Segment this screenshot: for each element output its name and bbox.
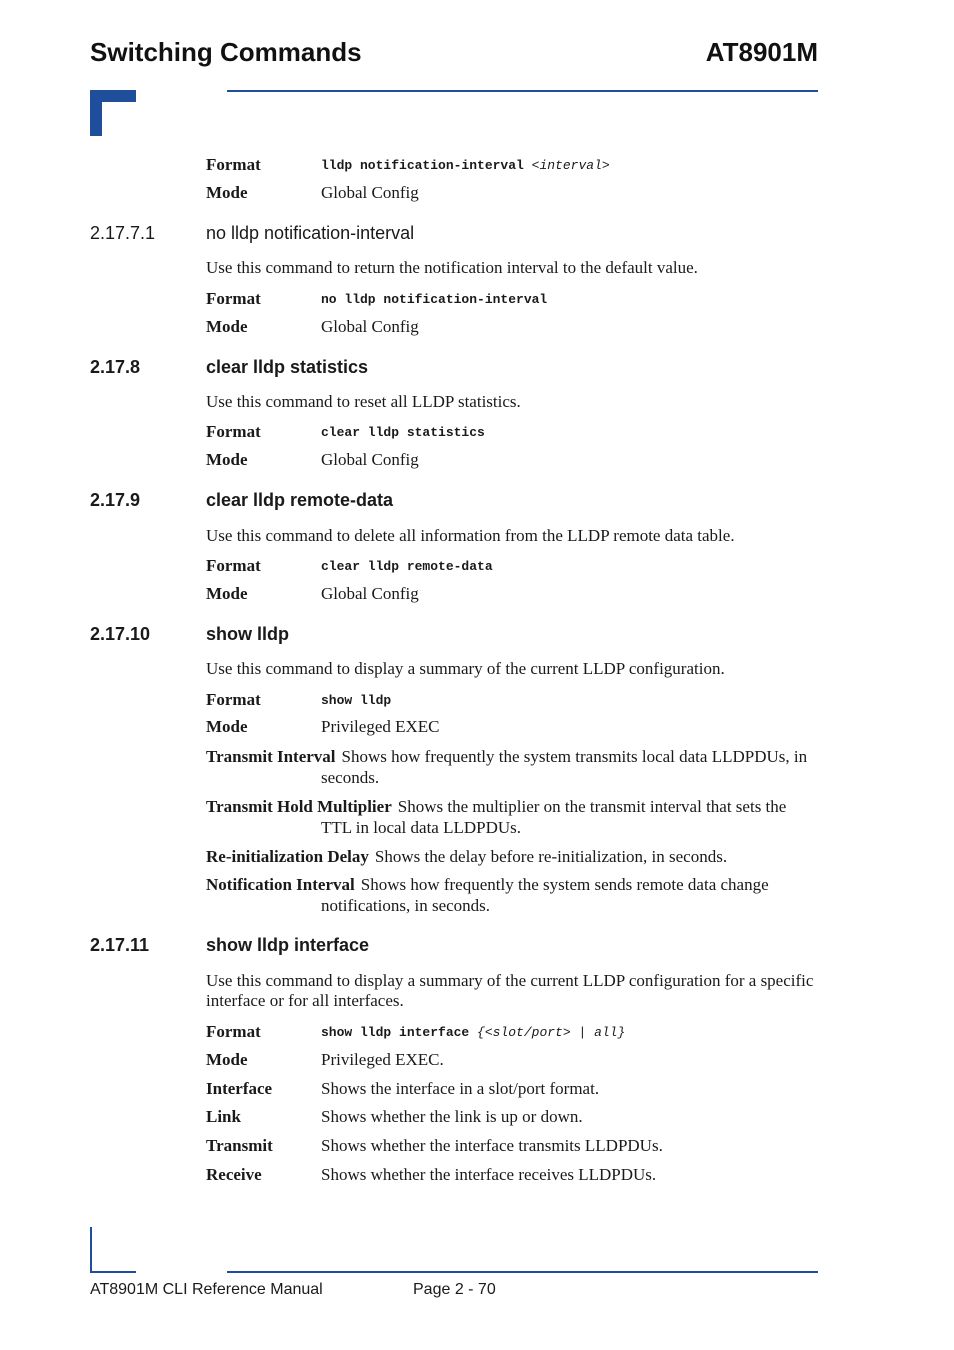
- running-header-product: AT8901M: [705, 37, 818, 67]
- mode-label: Mode: [206, 317, 248, 336]
- section-number: 2.17.11: [90, 935, 150, 955]
- format-label: Format: [206, 690, 261, 709]
- format-command: no lldp notification-interval: [321, 292, 548, 307]
- mode-value: Global Config: [321, 183, 419, 202]
- field-text: Shows the interface in a slot/port format.: [321, 1079, 600, 1098]
- field-text: Shows whether the interface receives LLDPDUs.: [321, 1165, 657, 1184]
- mode-value: Privileged EXEC: [321, 717, 440, 736]
- format-command: lldp notification-interval <interval>: [321, 158, 610, 173]
- section-description: Use this command to return the notification interval to the default value.: [206, 258, 698, 277]
- section-number: 2.17.7.1: [90, 223, 156, 243]
- field-description: Transmit Hold Multiplier Shows the multiplier on the transmit interval that sets the TTL in local data LLDPDUs.: [206, 797, 787, 837]
- format-label: Format: [206, 556, 261, 575]
- field-term: Interface: [206, 1079, 273, 1098]
- field-term: Transmit: [206, 1136, 273, 1155]
- field-term: Receive: [206, 1165, 262, 1184]
- field-term: Link: [206, 1107, 241, 1126]
- mode-label: Mode: [206, 450, 248, 469]
- format-command: clear lldp statistics: [321, 425, 485, 440]
- format-command: show lldp: [321, 693, 392, 708]
- mode-label: Mode: [206, 717, 248, 736]
- mode-value: Global Config: [321, 584, 419, 603]
- header-rule: [227, 90, 818, 92]
- mode-label: Mode: [206, 1050, 248, 1069]
- section-number: 2.17.10: [90, 624, 151, 644]
- section-description: Use this command to reset all LLDP statistics.: [206, 392, 521, 411]
- section-description: Use this command to display a summary of the current LLDP configuration.: [206, 659, 725, 678]
- format-label: Format: [206, 289, 261, 308]
- section-title: show lldp: [206, 624, 289, 644]
- section-description: Use this command to display a summary of the current LLDP configuration for a specific interface or for all interfaces.: [206, 971, 814, 1010]
- mode-value: Global Config: [321, 317, 419, 336]
- field-description: Notification Interval Shows how frequently the system sends remote data change notifications, in seconds.: [206, 875, 769, 915]
- footer-rule: [227, 1271, 818, 1273]
- field-text: Shows whether the link is up or down.: [321, 1107, 583, 1126]
- footer-corner-mark-bottom: [90, 1271, 136, 1273]
- section-title: show lldp interface: [206, 935, 370, 955]
- mode-label: Mode: [206, 183, 248, 202]
- section-number: 2.17.9: [90, 490, 141, 510]
- corner-mark-side: [90, 90, 102, 136]
- section-title: no lldp notification-interval: [206, 223, 415, 243]
- mode-label: Mode: [206, 584, 248, 603]
- format-label: Format: [206, 1022, 261, 1041]
- footer-corner-mark-side: [90, 1227, 92, 1273]
- format-label: Format: [206, 155, 261, 174]
- section-description: Use this command to delete all information from the LLDP remote data table.: [206, 526, 735, 545]
- running-header-title: Switching Commands: [90, 37, 362, 67]
- field-description: Transmit Interval Shows how frequently the system transmits local data LLDPDUs, in seconds.: [206, 747, 808, 787]
- section-title: clear lldp statistics: [206, 357, 369, 377]
- field-text: Shows whether the interface transmits LLDPDUs.: [321, 1136, 663, 1155]
- format-command: clear lldp remote-data: [321, 559, 493, 574]
- section-title: clear lldp remote-data: [206, 490, 394, 510]
- section-number: 2.17.8: [90, 357, 141, 377]
- format-label: Format: [206, 422, 261, 441]
- mode-value: Privileged EXEC.: [321, 1050, 444, 1069]
- footer-manual-title: AT8901M CLI Reference Manual: [90, 1281, 323, 1298]
- format-command: show lldp interface {<slot/port> | all}: [321, 1025, 626, 1040]
- footer-page-number: Page 2 - 70: [413, 1281, 496, 1298]
- field-description: Re-initialization Delay Shows the delay before re-initialization, in seconds.: [206, 847, 728, 866]
- mode-value: Global Config: [321, 450, 419, 469]
